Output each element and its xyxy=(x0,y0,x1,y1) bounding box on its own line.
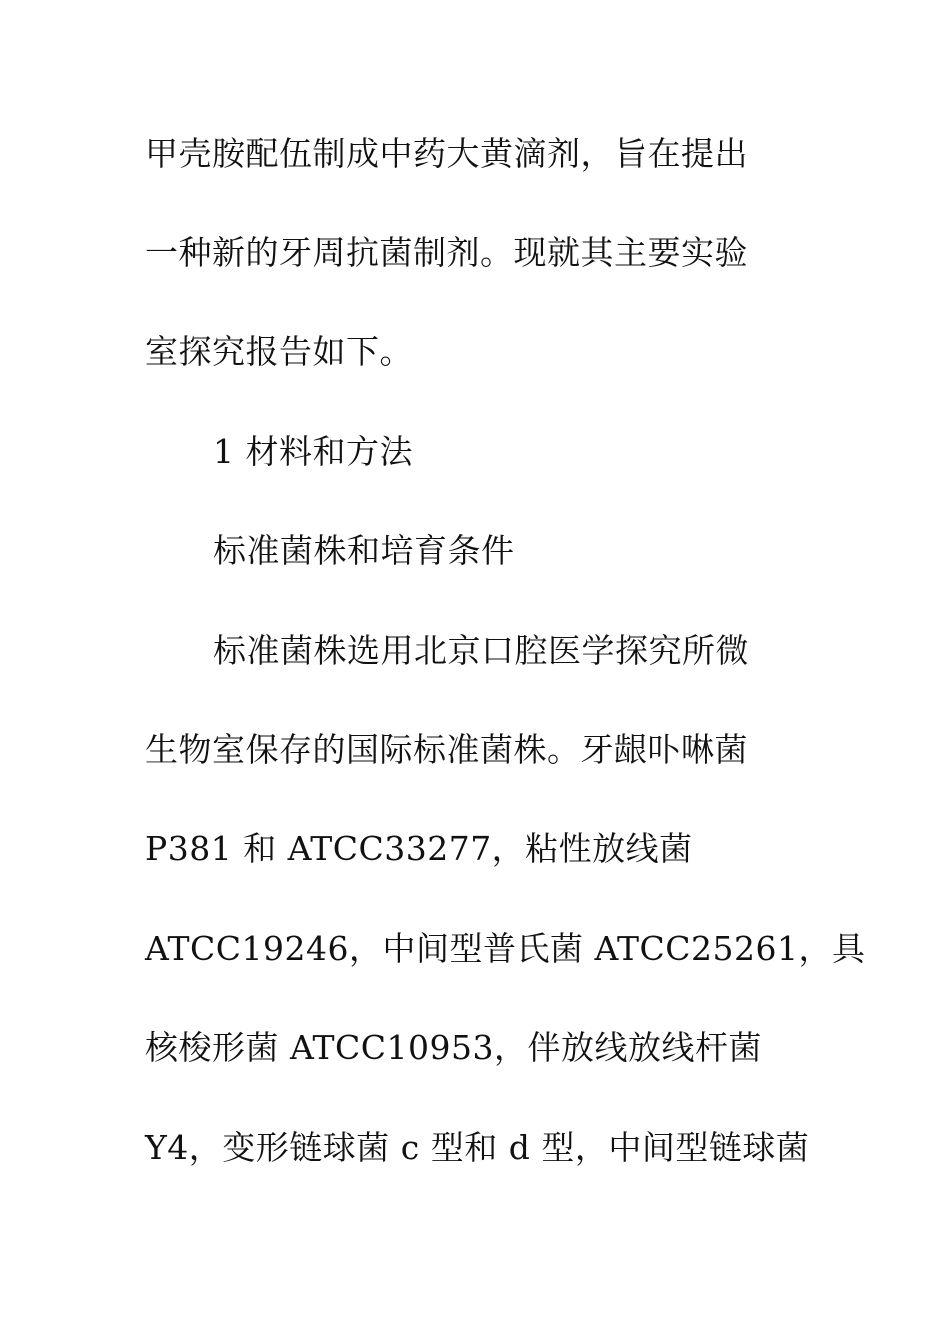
paragraph-line: 一种新的牙周抗菌制剂。现就其主要实验 xyxy=(145,233,748,272)
paragraph-line: 甲壳胺配伍制成中药大黄滴剂，旨在提出 xyxy=(145,134,748,173)
paragraph-line: 室探究报告如下。 xyxy=(145,332,413,371)
subsection-heading: 标准菌株和培育条件 xyxy=(213,531,515,570)
paragraph-line: 标准菌株选用北京口腔医学探究所微 xyxy=(213,631,749,670)
paragraph-line: 核梭形菌 ATCC10953，伴放线放线杆菌 xyxy=(145,1028,763,1067)
paragraph-line: Y4，变形链球菌 c 型和 d 型，中间型链球菌 xyxy=(145,1128,810,1167)
paragraph-line: P381 和 ATCC33277，粘性放线菌 xyxy=(145,829,693,868)
paragraph-line: ATCC19246，中间型普氏菌 ATCC25261，具 xyxy=(145,929,866,968)
section-heading: 1 材料和方法 xyxy=(213,432,413,471)
paragraph-line: 生物室保存的国际标准菌株。牙龈卟啉菌 xyxy=(145,730,748,769)
